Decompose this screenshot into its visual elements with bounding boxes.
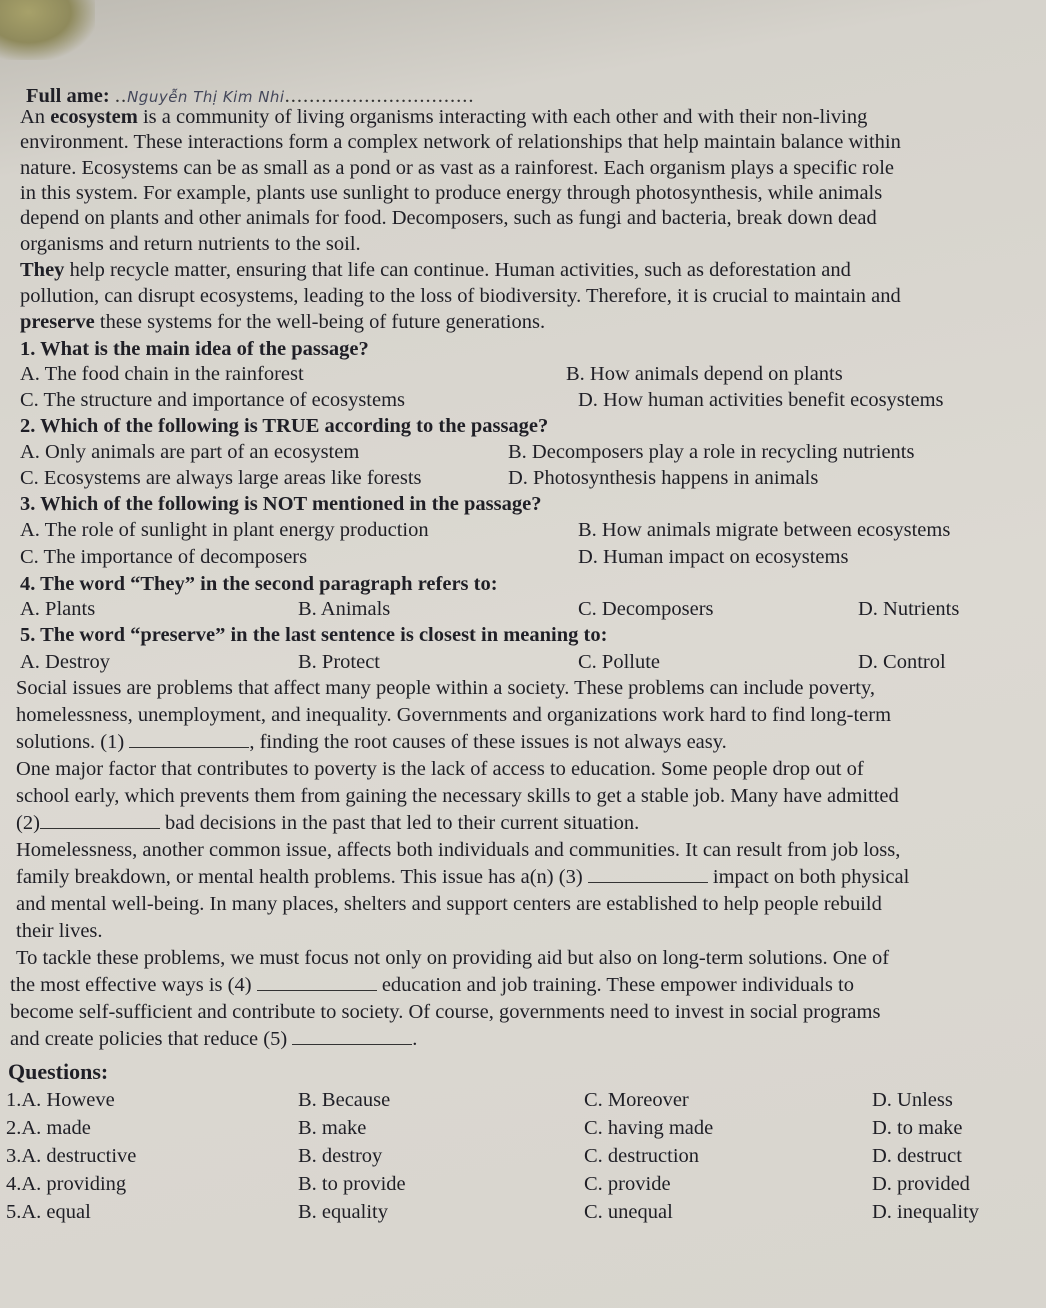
q5-option-c[interactable]: C. Pollute [578, 651, 661, 673]
gap-5-blank[interactable] [292, 1029, 412, 1045]
keyword-they: They [20, 259, 65, 281]
gap4-option-a[interactable]: 4.A. providing [6, 1173, 127, 1195]
gap5-option-b[interactable]: B. equality [298, 1201, 388, 1223]
gap2-option-a[interactable]: 2.A. made [6, 1117, 91, 1139]
name-dots-right: ...................... [339, 85, 475, 107]
passage2-line-9: and mental well-being. In many places, shelters and support centers are established to help people rebuild [16, 893, 882, 915]
passage2-line-8: family breakdown, or mental health problems. This issue has a(n) (3) impact on both physical [16, 866, 910, 888]
keyword-ecosystem: ecosystem [50, 106, 138, 128]
passage2-line-2: homelessness, unemployment, and inequality. Governments and organizations work hard to find long-term [16, 704, 892, 726]
gap3-option-d[interactable]: D. destruct [872, 1145, 962, 1167]
handwritten-name: Nguyễn Thị Kim Nhi [127, 88, 285, 106]
keyword-preserve: preserve [20, 311, 95, 333]
name-label: Full ame: [26, 85, 110, 107]
gap5-option-c[interactable]: C. unequal [584, 1201, 673, 1223]
gap5-option-d[interactable]: D. inequality [872, 1201, 980, 1223]
q1-option-a[interactable]: A. The food chain in the rainforest [20, 363, 304, 385]
gap4-option-d[interactable]: D. provided [872, 1173, 970, 1195]
passage1-line-2: environment. These interactions form a complex network of relationships that help maintain balance within [20, 131, 901, 153]
name-dots-mid: ......... [284, 85, 340, 107]
q5-option-a[interactable]: A. Destroy [20, 651, 110, 673]
q4-option-c[interactable]: C. Decomposers [578, 598, 714, 620]
q1-option-d[interactable]: D. How human activities benefit ecosystems [578, 389, 944, 411]
name-dots-left: .. [114, 85, 128, 107]
passage1-line-3: nature. Ecosystems can be as small as a pond or as vast as a rainforest. Each organism plays a specific role [20, 157, 895, 179]
gap-3-blank[interactable] [588, 867, 708, 883]
passage2-line-13: become self-sufficient and contribute to society. Of course, governments need to invest in social programs [10, 1001, 881, 1023]
passage2-line-1: Social issues are problems that affect many people within a society. These problems can include poverty, [16, 677, 876, 699]
question-1: 1. What is the main idea of the passage? [20, 338, 369, 360]
passage1-line-4: in this system. For example, plants use sunlight to produce energy through photosynthesis, while animals [20, 182, 883, 204]
photo-corner-shadow [0, 0, 95, 60]
q2-option-d[interactable]: D. Photosynthesis happens in animals [508, 467, 819, 489]
gap1-option-c[interactable]: C. Moreover [584, 1089, 689, 1111]
passage1-line-1: An ecosystem is a community of living organisms interacting with each other and with their non-living [20, 106, 868, 128]
q1-option-c[interactable]: C. The structure and importance of ecosystems [20, 389, 406, 411]
passage2-line-6: (2) bad decisions in the past that led to their current situation. [16, 812, 640, 834]
q3-option-b[interactable]: B. How animals migrate between ecosystems [578, 519, 951, 541]
gap4-option-c[interactable]: C. provide [584, 1173, 671, 1195]
passage1-line-5: depend on plants and other animals for food. Decomposers, such as fungi and bacteria, break down dead [20, 207, 877, 229]
passage2-line-10: their lives. [16, 920, 103, 942]
q4-option-b[interactable]: B. Animals [298, 598, 391, 620]
passage1-line-7: They help recycle matter, ensuring that life can continue. Human activities, such as deforestation and [20, 259, 851, 281]
gap-2-blank[interactable] [40, 813, 160, 829]
gap2-option-b[interactable]: B. make [298, 1117, 367, 1139]
q3-option-d[interactable]: D. Human impact on ecosystems [578, 546, 849, 568]
question-3: 3. Which of the following is NOT mentioned in the passage? [20, 493, 542, 515]
passage2-line-4: One major factor that contributes to poverty is the lack of access to education. Some people drop out of [16, 758, 864, 780]
q2-option-c[interactable]: C. Ecosystems are always large areas like forests [20, 467, 422, 489]
passage2-line-3: solutions. (1) , finding the root causes of these issues is not always easy. [16, 731, 727, 753]
gap3-option-c[interactable]: C. destruction [584, 1145, 700, 1167]
q2-option-b[interactable]: B. Decomposers play a role in recycling nutrients [508, 441, 915, 463]
q3-option-c[interactable]: C. The importance of decomposers [20, 546, 308, 568]
gap5-option-a[interactable]: 5.A. equal [6, 1201, 91, 1223]
gap1-option-a[interactable]: 1.A. Howeve [6, 1089, 115, 1111]
gap-1-blank[interactable] [129, 732, 249, 748]
gap3-option-b[interactable]: B. destroy [298, 1145, 383, 1167]
gap2-option-d[interactable]: D. to make [872, 1117, 963, 1139]
passage2-line-14: and create policies that reduce (5) . [10, 1028, 418, 1050]
q4-option-a[interactable]: A. Plants [20, 598, 96, 620]
q5-option-d[interactable]: D. Control [858, 651, 946, 673]
gap4-option-b[interactable]: B. to provide [298, 1173, 406, 1195]
gap3-option-a[interactable]: 3.A. destructive [6, 1145, 137, 1167]
question-5: 5. The word “preserve” in the last sentence is closest in meaning to: [20, 624, 608, 646]
passage1-line-8: pollution, can disrupt ecosystems, leading to the loss of biodiversity. Therefore, it is crucial to maintain and [20, 285, 901, 307]
q5-option-b[interactable]: B. Protect [298, 651, 380, 673]
gap-4-blank[interactable] [257, 975, 377, 991]
gap1-option-d[interactable]: D. Unless [872, 1089, 953, 1111]
q2-option-a[interactable]: A. Only animals are part of an ecosystem [20, 441, 360, 463]
q4-option-d[interactable]: D. Nutrients [858, 598, 960, 620]
question-2: 2. Which of the following is TRUE according to the passage? [20, 415, 549, 437]
question-4: 4. The word “They” in the second paragraph refers to: [20, 573, 498, 595]
passage2-line-11: To tackle these problems, we must focus not only on providing aid but also on long-term solutions. One of [16, 947, 890, 969]
passage2-line-7: Homelessness, another common issue, affects both individuals and communities. It can result from job loss, [16, 839, 901, 861]
gap2-option-c[interactable]: C. having made [584, 1117, 714, 1139]
passage1-line-6: organisms and return nutrients to the soil. [20, 233, 361, 255]
q1-option-b[interactable]: B. How animals depend on plants [566, 363, 843, 385]
gap1-option-b[interactable]: B. Because [298, 1089, 391, 1111]
passage2-line-12: the most effective ways is (4) education and job training. These empower individuals to [10, 974, 854, 996]
q3-option-a[interactable]: A. The role of sunlight in plant energy production [20, 519, 429, 541]
passage2-line-5: school early, which prevents them from gaining the necessary skills to get a stable job. Many have admitted [16, 785, 899, 807]
questions-heading: Questions: [8, 1059, 109, 1084]
passage1-line-9: preserve these systems for the well-being of future generations. [20, 311, 546, 333]
